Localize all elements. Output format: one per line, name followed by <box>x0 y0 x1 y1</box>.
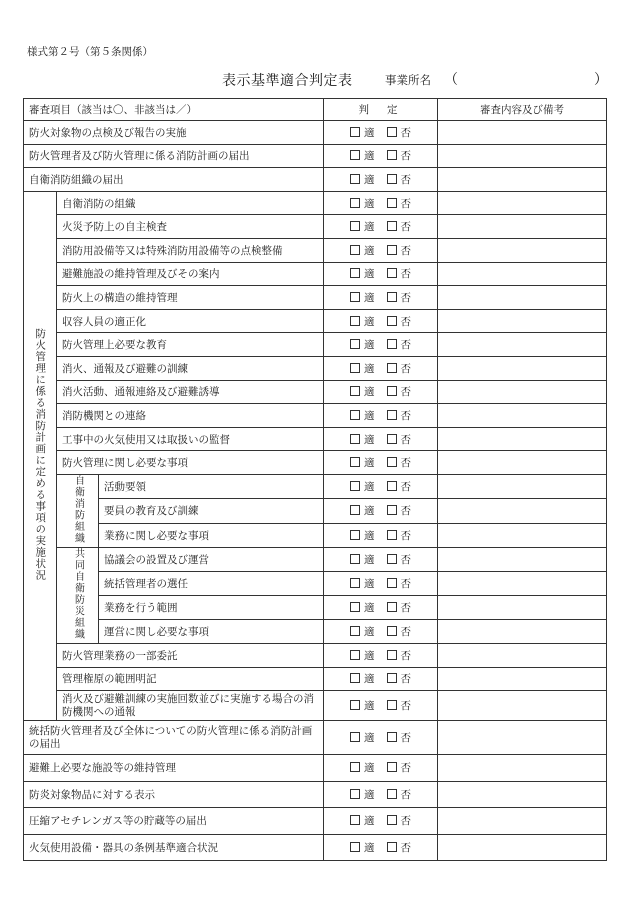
ng-label: 否 <box>400 268 412 281</box>
ok-label: 適 <box>364 601 375 614</box>
table-row <box>24 595 607 619</box>
judge-cell <box>324 286 438 310</box>
judge-cell <box>324 808 438 835</box>
notes-cell[interactable] <box>438 474 607 498</box>
judge-cell <box>324 781 438 808</box>
ng-label: 否 <box>400 457 412 470</box>
ng-label: 否 <box>400 339 412 352</box>
ng-label: 否 <box>400 386 412 399</box>
table-row <box>24 755 607 782</box>
table-row <box>24 619 607 643</box>
ng-checkbox[interactable] <box>387 762 397 772</box>
ok-checkbox[interactable] <box>350 339 360 349</box>
ng-label: 否 <box>400 841 412 854</box>
table-row <box>24 309 607 333</box>
vertical-label: 防火管理に係る消防計画に定める事項の実施状況 <box>34 327 47 581</box>
item-label: 消火活動、通報連絡及び避難誘導 <box>57 380 324 404</box>
ok-checkbox[interactable] <box>350 292 360 302</box>
ok-label: 適 <box>364 197 375 210</box>
judge-cell <box>324 755 438 782</box>
notes-cell[interactable] <box>438 451 607 475</box>
table-row <box>24 667 607 691</box>
ng-label: 否 <box>400 815 412 828</box>
notes-cell[interactable] <box>438 691 607 721</box>
judge-cell <box>324 595 438 619</box>
ng-label: 否 <box>400 673 412 686</box>
ok-label: 適 <box>364 788 375 801</box>
notes-cell[interactable] <box>438 215 607 239</box>
table-row <box>24 547 607 571</box>
ng-checkbox[interactable] <box>387 578 397 588</box>
ng-checkbox[interactable] <box>387 339 397 349</box>
ok-label: 適 <box>364 577 375 590</box>
ok-label: 適 <box>364 529 375 542</box>
notes-cell[interactable] <box>438 168 607 192</box>
table-row <box>24 474 607 498</box>
table-row <box>24 144 607 168</box>
ng-label: 否 <box>400 362 412 375</box>
judge-cell <box>324 168 438 192</box>
judge-cell <box>324 474 438 498</box>
ng-label: 否 <box>400 700 412 713</box>
table-row <box>24 380 607 404</box>
ng-label: 否 <box>400 244 412 257</box>
item-label: 避難上必要な施設等の維持管理 <box>24 755 324 782</box>
ng-label: 否 <box>400 315 412 328</box>
ng-label: 否 <box>400 221 412 234</box>
ok-label: 適 <box>364 150 375 163</box>
ng-label: 否 <box>400 601 412 614</box>
item-label: 防火管理に関し必要な事項 <box>57 451 324 475</box>
ok-label: 適 <box>364 673 375 686</box>
ok-label: 適 <box>364 126 375 139</box>
ng-label: 否 <box>400 150 412 163</box>
ok-checkbox[interactable] <box>350 386 360 396</box>
ok-label: 適 <box>364 221 375 234</box>
vertical-label: 共同自衛防災組織 <box>72 547 84 640</box>
table-row <box>24 834 607 861</box>
ng-checkbox[interactable] <box>387 434 397 444</box>
vertical-label: 自衛消防組織 <box>72 474 84 544</box>
table-row <box>24 499 607 523</box>
ng-checkbox[interactable] <box>387 386 397 396</box>
item-label: 業務に関し必要な事項 <box>99 523 324 547</box>
ok-checkbox[interactable] <box>350 673 360 683</box>
table-row <box>24 238 607 262</box>
judge-cell <box>324 333 438 357</box>
header-notes: 審査内容及び備考 <box>438 99 607 121</box>
ng-checkbox[interactable] <box>387 626 397 636</box>
table-row <box>24 356 607 380</box>
ok-label: 適 <box>364 173 375 186</box>
notes-cell[interactable] <box>438 619 607 643</box>
ok-checkbox[interactable] <box>350 198 360 208</box>
ok-checkbox[interactable] <box>350 481 360 491</box>
table-row <box>24 427 607 451</box>
ng-checkbox[interactable] <box>387 815 397 825</box>
ok-checkbox[interactable] <box>350 221 360 231</box>
item-label: 要員の教育及び訓練 <box>99 499 324 523</box>
ng-checkbox[interactable] <box>387 221 397 231</box>
notes-cell[interactable] <box>438 755 607 782</box>
notes-cell[interactable] <box>438 499 607 523</box>
judge-cell <box>324 451 438 475</box>
item-label: 圧縮アセチレンガス等の貯蔵等の届出 <box>24 808 324 835</box>
ok-checkbox[interactable] <box>350 842 360 852</box>
ng-checkbox[interactable] <box>387 268 397 278</box>
item-label: 消防機関との連絡 <box>57 404 324 428</box>
vertical-label-cell <box>57 547 99 643</box>
office-name-open-paren: （ <box>444 72 458 88</box>
ok-checkbox[interactable] <box>350 626 360 636</box>
ok-label: 適 <box>364 649 375 662</box>
ng-checkbox[interactable] <box>387 174 397 184</box>
ng-checkbox[interactable] <box>387 316 397 326</box>
notes-cell[interactable] <box>438 808 607 835</box>
office-name-label: 事業所名 <box>385 73 431 87</box>
item-label: 管理権原の範囲明記 <box>57 667 324 691</box>
ok-label: 適 <box>364 700 375 713</box>
ok-checkbox[interactable] <box>350 578 360 588</box>
table-row <box>24 404 607 428</box>
ng-checkbox[interactable] <box>387 150 397 160</box>
item-label: 消火、通報及び避難の訓練 <box>57 356 324 380</box>
ok-checkbox[interactable] <box>350 245 360 255</box>
judge-cell <box>324 499 438 523</box>
notes-cell[interactable] <box>438 547 607 571</box>
judge-cell <box>324 121 438 145</box>
judge-cell <box>324 427 438 451</box>
ok-label: 適 <box>364 409 375 422</box>
ok-checkbox[interactable] <box>350 732 360 742</box>
item-label: 自衛消防組織の届出 <box>24 168 324 192</box>
ng-label: 否 <box>400 291 412 304</box>
item-label: 自衛消防の組織 <box>57 191 324 215</box>
ng-checkbox[interactable] <box>387 410 397 420</box>
notes-cell[interactable] <box>438 523 607 547</box>
item-label: 消防用設備等又は特殊消防用設備等の点検整備 <box>57 238 324 262</box>
ng-label: 否 <box>400 505 412 518</box>
ok-checkbox[interactable] <box>350 434 360 444</box>
notes-cell[interactable] <box>438 191 607 215</box>
notes-cell[interactable] <box>438 262 607 286</box>
judge-cell <box>324 643 438 667</box>
ng-label: 否 <box>400 577 412 590</box>
ng-checkbox[interactable] <box>387 505 397 515</box>
ok-label: 適 <box>364 732 375 745</box>
ng-label: 否 <box>400 173 412 186</box>
notes-cell[interactable] <box>438 643 607 667</box>
item-label: 消火及び避難訓練の実施回数並びに実施する場合の消防機関への通報 <box>57 691 324 721</box>
ok-checkbox[interactable] <box>350 530 360 540</box>
judge-cell <box>324 380 438 404</box>
ok-checkbox[interactable] <box>350 410 360 420</box>
ng-checkbox[interactable] <box>387 650 397 660</box>
notes-cell[interactable] <box>438 595 607 619</box>
judge-cell <box>324 238 438 262</box>
ng-checkbox[interactable] <box>387 481 397 491</box>
ok-label: 適 <box>364 625 375 638</box>
ok-label: 適 <box>364 386 375 399</box>
ok-checkbox[interactable] <box>350 762 360 772</box>
ng-label: 否 <box>400 625 412 638</box>
item-label: 運営に関し必要な事項 <box>99 619 324 643</box>
table-row <box>24 191 607 215</box>
ok-checkbox[interactable] <box>350 815 360 825</box>
notes-cell[interactable] <box>438 144 607 168</box>
ok-checkbox[interactable] <box>350 505 360 515</box>
ok-checkbox[interactable] <box>350 602 360 612</box>
ok-checkbox[interactable] <box>350 789 360 799</box>
ok-label: 適 <box>364 244 375 257</box>
table-row <box>24 523 607 547</box>
ok-label: 適 <box>364 268 375 281</box>
ok-label: 適 <box>364 553 375 566</box>
ng-checkbox[interactable] <box>387 530 397 540</box>
ng-label: 否 <box>400 433 412 446</box>
ok-label: 適 <box>364 762 375 775</box>
ng-checkbox[interactable] <box>387 673 397 683</box>
notes-cell[interactable] <box>438 427 607 451</box>
inspection-table <box>23 98 607 861</box>
ng-checkbox[interactable] <box>387 842 397 852</box>
ng-checkbox[interactable] <box>387 732 397 742</box>
ok-label: 適 <box>364 841 375 854</box>
item-label: 防火対象物の点検及び報告の実施 <box>24 121 324 145</box>
ng-checkbox[interactable] <box>387 789 397 799</box>
ng-checkbox[interactable] <box>387 198 397 208</box>
ok-checkbox[interactable] <box>350 150 360 160</box>
table-row <box>24 215 607 239</box>
ng-label: 否 <box>400 762 412 775</box>
judge-cell <box>324 547 438 571</box>
ok-checkbox[interactable] <box>350 650 360 660</box>
judge-cell <box>324 523 438 547</box>
table-row <box>24 262 607 286</box>
ng-label: 否 <box>400 197 412 210</box>
ng-label: 否 <box>400 732 412 745</box>
inspection-table-body <box>24 99 607 861</box>
table-row <box>24 643 607 667</box>
ok-checkbox[interactable] <box>350 554 360 564</box>
item-label: 工事中の火気使用又は取扱いの監督 <box>57 427 324 451</box>
notes-cell[interactable] <box>438 781 607 808</box>
ng-checkbox[interactable] <box>387 127 397 137</box>
item-label: 業務を行う範囲 <box>99 595 324 619</box>
ng-checkbox[interactable] <box>387 245 397 255</box>
item-label: 火気使用設備・器具の条例基準適合状況 <box>24 834 324 861</box>
item-label: 避難施設の維持管理及びその案内 <box>57 262 324 286</box>
item-label: 防火管理業務の一部委託 <box>57 643 324 667</box>
notes-cell[interactable] <box>438 834 607 861</box>
judge-cell <box>324 404 438 428</box>
table-row <box>24 571 607 595</box>
ng-label: 否 <box>400 481 412 494</box>
item-label: 火災予防上の自主検査 <box>57 215 324 239</box>
ng-label: 否 <box>400 409 412 422</box>
ng-checkbox[interactable] <box>387 292 397 302</box>
ng-label: 否 <box>400 126 412 139</box>
vertical-label-cell <box>24 191 57 720</box>
item-label: 協議会の設置及び運営 <box>99 547 324 571</box>
ok-label: 適 <box>364 339 375 352</box>
judge-cell <box>324 619 438 643</box>
ng-label: 否 <box>400 649 412 662</box>
ok-label: 適 <box>364 291 375 304</box>
item-label: 防火管理者及び防火管理に係る消防計画の届出 <box>24 144 324 168</box>
notes-cell[interactable] <box>438 238 607 262</box>
notes-cell[interactable] <box>438 286 607 310</box>
ok-label: 適 <box>364 433 375 446</box>
judge-cell <box>324 309 438 333</box>
notes-cell[interactable] <box>438 356 607 380</box>
notes-cell[interactable] <box>438 333 607 357</box>
page-title: 表示基準適合判定表 <box>222 73 353 89</box>
ok-checkbox[interactable] <box>350 700 360 710</box>
notes-cell[interactable] <box>438 380 607 404</box>
judge-cell <box>324 215 438 239</box>
header-item: 審査項目（該当は〇、非該当は／） <box>24 99 324 121</box>
notes-cell[interactable] <box>438 404 607 428</box>
item-label: 防炎対象物品に対する表示 <box>24 781 324 808</box>
header-judge: 判定 <box>324 99 438 121</box>
table-row <box>24 451 607 475</box>
ng-checkbox[interactable] <box>387 457 397 467</box>
ng-label: 否 <box>400 788 412 801</box>
judge-cell <box>324 834 438 861</box>
table-row <box>24 286 607 310</box>
ok-label: 適 <box>364 505 375 518</box>
ok-label: 適 <box>364 457 375 470</box>
form-number: 様式第２号（第５条関係） <box>27 46 153 58</box>
judge-cell <box>324 356 438 380</box>
ok-checkbox[interactable] <box>350 174 360 184</box>
notes-cell[interactable] <box>438 309 607 333</box>
judge-cell <box>324 691 438 721</box>
item-label: 収容人員の適正化 <box>57 309 324 333</box>
ng-checkbox[interactable] <box>387 363 397 373</box>
ng-label: 否 <box>400 553 412 566</box>
table-row <box>24 333 607 357</box>
ng-label: 否 <box>400 529 412 542</box>
ok-checkbox[interactable] <box>350 316 360 326</box>
ok-checkbox[interactable] <box>350 457 360 467</box>
ng-checkbox[interactable] <box>387 554 397 564</box>
table-row <box>24 781 607 808</box>
vertical-label-cell <box>57 474 99 547</box>
ng-checkbox[interactable] <box>387 700 397 710</box>
judge-cell <box>324 571 438 595</box>
judge-cell <box>324 667 438 691</box>
ok-checkbox[interactable] <box>350 127 360 137</box>
table-row <box>24 721 607 755</box>
ok-label: 適 <box>364 362 375 375</box>
ok-checkbox[interactable] <box>350 268 360 278</box>
notes-cell[interactable] <box>438 121 607 145</box>
notes-cell[interactable] <box>438 721 607 755</box>
item-label: 防火管理上必要な教育 <box>57 333 324 357</box>
item-label: 統括管理者の選任 <box>99 571 324 595</box>
judge-cell <box>324 144 438 168</box>
ng-checkbox[interactable] <box>387 602 397 612</box>
table-row <box>24 121 607 145</box>
ok-label: 適 <box>364 315 375 328</box>
table-row <box>24 168 607 192</box>
office-name-close-paren: ） <box>594 72 608 88</box>
item-label: 活動要領 <box>99 474 324 498</box>
judge-cell <box>324 721 438 755</box>
item-label: 統括防火管理者及び全体についての防火管理に係る消防計画の届出 <box>24 721 324 755</box>
judge-cell <box>324 191 438 215</box>
ok-label: 適 <box>364 815 375 828</box>
ok-label: 適 <box>364 481 375 494</box>
notes-cell[interactable] <box>438 571 607 595</box>
ok-checkbox[interactable] <box>350 363 360 373</box>
notes-cell[interactable] <box>438 667 607 691</box>
item-label: 防火上の構造の維持管理 <box>57 286 324 310</box>
table-header-row <box>24 99 607 121</box>
judge-cell <box>324 262 438 286</box>
table-row <box>24 691 607 721</box>
table-row <box>24 808 607 835</box>
